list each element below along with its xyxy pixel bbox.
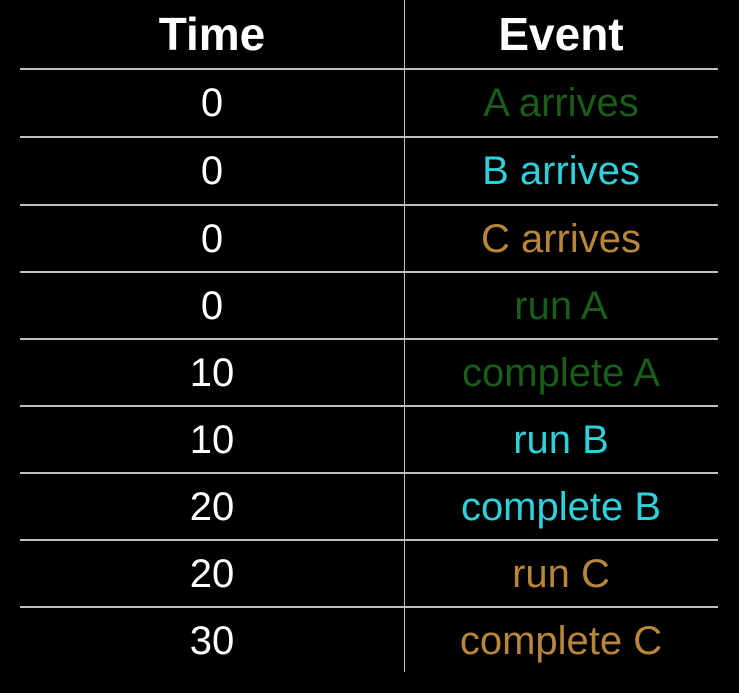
table-row bbox=[20, 273, 718, 339]
time-cell: 10 bbox=[189, 350, 235, 395]
time-column-header: Time bbox=[158, 8, 266, 60]
event-cell: run B bbox=[513, 417, 609, 462]
table-row bbox=[20, 474, 718, 540]
table-row bbox=[20, 541, 718, 607]
event-cell: run C bbox=[512, 551, 610, 596]
time-cell: 20 bbox=[189, 551, 235, 596]
event-cell: run A bbox=[514, 283, 608, 328]
time-cell: 0 bbox=[200, 283, 224, 328]
table-row bbox=[20, 70, 718, 136]
event-table bbox=[20, 0, 718, 693]
time-cell: 20 bbox=[189, 484, 235, 529]
event-cell: complete C bbox=[459, 618, 663, 663]
time-cell: 0 bbox=[200, 148, 224, 193]
time-cell: 0 bbox=[200, 80, 224, 125]
event-cell: complete A bbox=[462, 350, 660, 395]
table-row bbox=[20, 407, 718, 473]
event-cell: A arrives bbox=[483, 80, 639, 125]
table-row bbox=[20, 206, 718, 272]
event-cell: B arrives bbox=[482, 148, 640, 193]
header-row bbox=[20, 0, 718, 68]
table-row bbox=[20, 608, 718, 674]
event-cell: C arrives bbox=[480, 216, 642, 261]
table-row bbox=[20, 340, 718, 406]
time-cell: 0 bbox=[200, 216, 224, 261]
time-cell: 30 bbox=[189, 618, 235, 663]
table-row bbox=[20, 138, 718, 204]
event-column-header: Event bbox=[498, 8, 624, 60]
time-cell: 10 bbox=[189, 417, 235, 462]
event-cell: complete B bbox=[460, 484, 662, 529]
